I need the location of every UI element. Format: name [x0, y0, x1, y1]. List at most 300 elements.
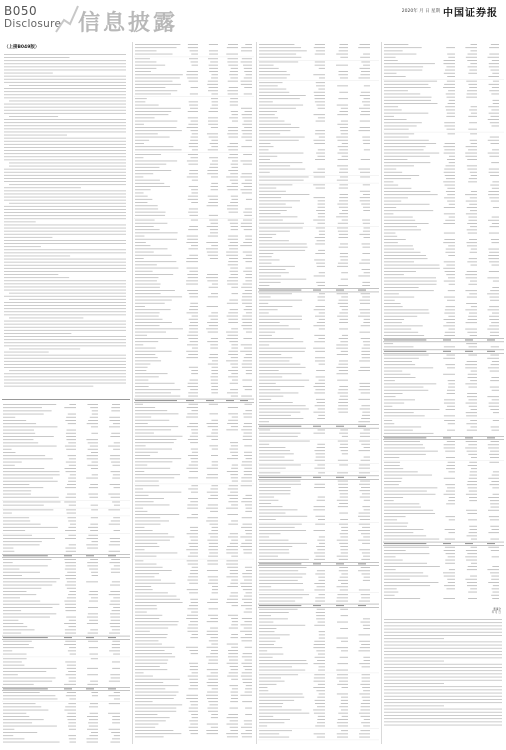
- row-value: [243, 252, 252, 253]
- row-value: [443, 223, 455, 224]
- row-value: [246, 458, 252, 459]
- row-value: [362, 543, 370, 544]
- row-value: [338, 441, 348, 442]
- text-line: [4, 252, 126, 253]
- text-line: [4, 345, 126, 346]
- row-value: [90, 559, 98, 560]
- row-value: [189, 332, 198, 333]
- row-value: [227, 471, 238, 472]
- row-value: [191, 458, 198, 459]
- row-label: [135, 445, 146, 446]
- row-label: [384, 162, 430, 163]
- row-label: [259, 700, 294, 701]
- row-value: [211, 177, 218, 178]
- row-value: [469, 313, 477, 314]
- row-label: [135, 117, 155, 118]
- row-value: [191, 87, 198, 88]
- row-label: [3, 509, 53, 510]
- row-value: [66, 461, 76, 462]
- row-value: [187, 236, 198, 237]
- row-value: [189, 271, 198, 272]
- row-value: [211, 74, 218, 75]
- row-value: [466, 510, 477, 511]
- row-label: [384, 532, 413, 533]
- row-label: [259, 250, 305, 251]
- row-value: [447, 487, 455, 488]
- row-value: [241, 481, 252, 482]
- row-value: [315, 98, 325, 99]
- text-line: [4, 283, 126, 284]
- row-value: [230, 730, 238, 731]
- row-value: [228, 65, 238, 66]
- row-value: [466, 57, 477, 58]
- row-value: [188, 196, 198, 197]
- row-value: [187, 615, 198, 616]
- row-value: [64, 709, 76, 710]
- row-value: [318, 622, 325, 623]
- row-value: [208, 121, 218, 122]
- row-label: [384, 110, 402, 111]
- row-value: [363, 105, 370, 106]
- row-value: [227, 586, 238, 587]
- row-value: [192, 567, 198, 568]
- row-value: [361, 260, 370, 261]
- row-value: [313, 647, 325, 648]
- row-value: [466, 201, 477, 202]
- row-value: [229, 248, 238, 249]
- row-value: [318, 250, 325, 251]
- row-value: [228, 130, 238, 131]
- row-value: [189, 650, 198, 651]
- row-value: [465, 383, 477, 384]
- row-value: [242, 193, 252, 194]
- row-value: [470, 50, 477, 51]
- row-value: [109, 550, 120, 551]
- row-value: [363, 726, 370, 727]
- row-value: [189, 215, 198, 216]
- row-value: [361, 393, 370, 394]
- text-line: [4, 119, 126, 120]
- row-label: [135, 524, 160, 525]
- row-value: [87, 562, 98, 563]
- row-value: [228, 81, 238, 82]
- text-line: [4, 231, 126, 232]
- row-label: [384, 380, 395, 381]
- row-value: [488, 255, 499, 256]
- row-value: [209, 660, 218, 661]
- row-value: [232, 199, 238, 200]
- row-value: [189, 293, 198, 294]
- row-value: [211, 312, 218, 313]
- row-value: [361, 62, 370, 63]
- row-label: [384, 70, 422, 71]
- row-value: [191, 62, 198, 63]
- row-value: [241, 325, 252, 326]
- row-value: [243, 439, 252, 440]
- row-value: [246, 570, 252, 571]
- row-value: [212, 592, 218, 593]
- row-value: [469, 258, 477, 259]
- row-value: [245, 236, 252, 237]
- table-header-text: [336, 290, 344, 291]
- text-line: [4, 287, 126, 288]
- text-line: [4, 249, 126, 250]
- row-value: [470, 529, 477, 530]
- row-label: [3, 581, 56, 582]
- row-value: [340, 127, 348, 128]
- row-label: [384, 374, 410, 375]
- row-value: [467, 361, 477, 362]
- table-header-text: [313, 426, 321, 427]
- row-value: [338, 74, 348, 75]
- row-value: [491, 364, 499, 365]
- text-line: [4, 380, 126, 381]
- row-value: [444, 233, 455, 234]
- row-value: [66, 695, 76, 696]
- row-value: [67, 587, 76, 588]
- row-label: [384, 213, 393, 214]
- row-value: [469, 293, 477, 294]
- row-value: [468, 66, 477, 67]
- row-value: [109, 544, 120, 545]
- row-value: [192, 149, 198, 150]
- row-label: [135, 277, 158, 278]
- row-value: [448, 103, 455, 104]
- row-value: [211, 140, 218, 141]
- row-value: [66, 674, 76, 675]
- text-line: [4, 336, 126, 337]
- row-value: [492, 188, 499, 189]
- row-label: [259, 678, 281, 679]
- row-value: [231, 698, 238, 699]
- row-value: [189, 186, 198, 187]
- row-value: [469, 346, 477, 347]
- row-value: [444, 576, 455, 577]
- row-label: [259, 140, 299, 141]
- row-value: [318, 577, 325, 578]
- text-line: [4, 302, 126, 303]
- row-label: [135, 537, 174, 538]
- row-label: [384, 172, 402, 173]
- section-divider: [2, 399, 130, 400]
- row-value: [240, 624, 252, 625]
- row-value: [69, 626, 76, 627]
- row-value: [208, 576, 218, 577]
- row-value: [447, 129, 455, 130]
- row-value: [89, 487, 98, 488]
- row-value: [244, 474, 252, 475]
- row-value: [228, 170, 238, 171]
- row-value: [191, 373, 198, 374]
- row-value: [188, 44, 198, 45]
- row-value: [317, 722, 325, 723]
- text-line: [4, 206, 126, 207]
- row-value: [231, 540, 238, 541]
- row-value: [207, 698, 218, 699]
- row-value: [212, 360, 218, 361]
- row-label: [384, 550, 406, 551]
- row-label: [135, 90, 177, 91]
- row-value: [492, 73, 499, 74]
- row-label: [3, 420, 26, 421]
- row-value: [315, 101, 325, 102]
- row-value: [470, 226, 477, 227]
- row-value: [490, 380, 499, 381]
- row-label: [3, 423, 36, 424]
- row-value: [246, 370, 252, 371]
- row-label: [384, 297, 414, 298]
- row-label: [3, 526, 58, 527]
- row-value: [232, 688, 238, 689]
- row-value: [210, 637, 218, 638]
- row-value: [210, 376, 218, 377]
- row-value: [362, 101, 370, 102]
- row-label: [384, 566, 440, 567]
- text-line: [4, 246, 41, 247]
- row-value: [68, 413, 76, 414]
- table-header-text: [3, 637, 48, 638]
- row-value: [69, 464, 76, 465]
- row-value: [207, 517, 218, 518]
- row-value: [336, 345, 348, 346]
- row-value: [65, 547, 76, 548]
- row-value: [361, 111, 370, 112]
- text-line: [4, 88, 126, 89]
- row-value: [342, 436, 348, 437]
- row-value: [226, 360, 238, 361]
- row-label: [3, 517, 29, 518]
- row-label: [3, 493, 31, 494]
- row-label: [135, 173, 153, 174]
- row-value: [315, 44, 325, 45]
- row-value: [192, 717, 198, 718]
- row-label: [259, 260, 280, 261]
- row-value: [444, 60, 455, 61]
- row-value: [210, 344, 218, 345]
- row-value: [226, 560, 238, 561]
- row-value: [187, 386, 198, 387]
- row-value: [65, 562, 76, 563]
- row-value: [469, 500, 477, 501]
- row-value: [208, 426, 218, 427]
- row-value: [468, 592, 477, 593]
- table-header-text: [3, 688, 48, 689]
- row-value: [246, 332, 252, 333]
- row-value: [189, 727, 198, 728]
- row-value: [446, 191, 455, 192]
- row-value: [469, 70, 477, 71]
- row-value: [189, 209, 198, 210]
- text-line: [4, 376, 126, 377]
- row-value: [339, 184, 348, 185]
- row-value: [68, 671, 76, 672]
- row-value: [339, 322, 348, 323]
- row-value: [491, 322, 499, 323]
- text-line: [4, 60, 126, 61]
- row-value: [246, 199, 252, 200]
- row-value: [361, 71, 370, 72]
- row-label: [3, 607, 53, 608]
- row-value: [492, 475, 499, 476]
- row-value: [245, 111, 252, 112]
- row-value: [244, 596, 252, 597]
- row-label: [3, 407, 42, 408]
- text-line: [4, 82, 126, 83]
- row-value: [360, 44, 370, 45]
- text-line: [4, 296, 126, 297]
- row-label: [259, 484, 301, 485]
- row-value: [364, 98, 370, 99]
- row-value: [109, 523, 120, 524]
- row-value: [243, 436, 252, 437]
- row-value: [466, 97, 477, 98]
- row-value: [241, 396, 252, 397]
- row-value: [231, 344, 238, 345]
- row-value: [319, 78, 325, 79]
- row-value: [316, 228, 325, 229]
- row-value: [207, 602, 218, 603]
- row-label: [259, 282, 281, 283]
- row-value: [492, 313, 499, 314]
- row-value: [187, 268, 198, 269]
- row-value: [318, 338, 325, 339]
- text-line: [4, 367, 126, 368]
- text-line: [4, 352, 49, 353]
- row-value: [210, 511, 218, 512]
- row-value: [190, 341, 198, 342]
- row-value: [65, 530, 76, 531]
- table-header-text: [336, 563, 344, 564]
- row-label: [384, 468, 403, 469]
- row-value: [229, 485, 238, 486]
- row-value: [316, 618, 325, 619]
- row-value: [318, 684, 325, 685]
- row-value: [319, 537, 325, 538]
- row-value: [230, 242, 238, 243]
- row-value: [190, 322, 198, 323]
- row-value: [229, 672, 238, 673]
- row-value: [339, 71, 348, 72]
- row-value: [207, 692, 218, 693]
- row-label: [259, 293, 292, 294]
- row-value: [469, 478, 477, 479]
- row-label: [259, 687, 267, 688]
- row-value: [363, 210, 370, 211]
- row-label: [3, 703, 36, 704]
- row-value: [244, 87, 252, 88]
- row-value: [242, 599, 252, 600]
- row-value: [317, 586, 325, 587]
- row-label: [259, 580, 298, 581]
- row-value: [493, 103, 499, 104]
- row-value: [212, 461, 218, 462]
- row-value: [206, 477, 218, 478]
- row-value: [211, 146, 218, 147]
- row-label: [3, 698, 58, 699]
- row-value: [341, 615, 348, 616]
- row-label: [259, 703, 283, 704]
- row-label: [135, 727, 155, 728]
- row-value: [337, 354, 348, 355]
- row-value: [227, 717, 238, 718]
- row-value: [340, 609, 348, 610]
- row-value: [336, 348, 348, 349]
- row-value: [242, 130, 252, 131]
- row-value: [444, 169, 455, 170]
- row-value: [338, 719, 348, 720]
- text-line: [384, 680, 502, 681]
- text-line: [4, 178, 126, 179]
- row-label: [259, 609, 298, 610]
- row-label: [135, 599, 180, 600]
- row-value: [446, 178, 455, 179]
- row-value: [341, 703, 348, 704]
- row-value: [467, 582, 477, 583]
- row-value: [228, 650, 238, 651]
- row-value: [229, 87, 238, 88]
- row-value: [360, 481, 370, 482]
- row-value: [359, 484, 370, 485]
- row-value: [242, 296, 252, 297]
- row-value: [363, 690, 370, 691]
- row-value: [340, 260, 348, 261]
- row-value: [445, 364, 455, 365]
- row-value: [227, 676, 238, 677]
- row-value: [226, 255, 238, 256]
- text-line: [384, 718, 502, 719]
- row-value: [492, 87, 499, 88]
- row-value: [229, 628, 238, 629]
- row-label: [259, 213, 281, 214]
- row-value: [490, 290, 499, 291]
- row-value: [471, 563, 477, 564]
- row-value: [446, 274, 455, 275]
- row-value: [445, 143, 455, 144]
- row-label: [135, 380, 148, 381]
- row-value: [245, 389, 252, 390]
- row-value: [244, 94, 252, 95]
- text-line: [4, 104, 126, 105]
- row-value: [68, 442, 76, 443]
- row-label: [3, 534, 32, 535]
- table-rule: [258, 562, 379, 563]
- row-value: [444, 346, 455, 347]
- row-value: [465, 290, 477, 291]
- row-value: [67, 571, 76, 572]
- row-value: [492, 598, 499, 599]
- row-value: [189, 296, 198, 297]
- row-label: [135, 87, 165, 88]
- row-value: [445, 484, 455, 485]
- row-value: [314, 92, 325, 93]
- row-value: [65, 607, 76, 608]
- row-label: [135, 586, 151, 587]
- row-value: [241, 527, 252, 528]
- row-value: [336, 670, 348, 671]
- row-value: [445, 560, 455, 561]
- row-value: [188, 117, 198, 118]
- row-label: [384, 50, 403, 51]
- row-value: [362, 348, 370, 349]
- table-header-text: [465, 351, 473, 352]
- row-value: [230, 71, 238, 72]
- row-value: [89, 568, 98, 569]
- text-line: [4, 190, 126, 191]
- row-value: [487, 569, 499, 570]
- row-value: [316, 210, 325, 211]
- row-value: [318, 200, 325, 201]
- table-header-text: [86, 555, 94, 556]
